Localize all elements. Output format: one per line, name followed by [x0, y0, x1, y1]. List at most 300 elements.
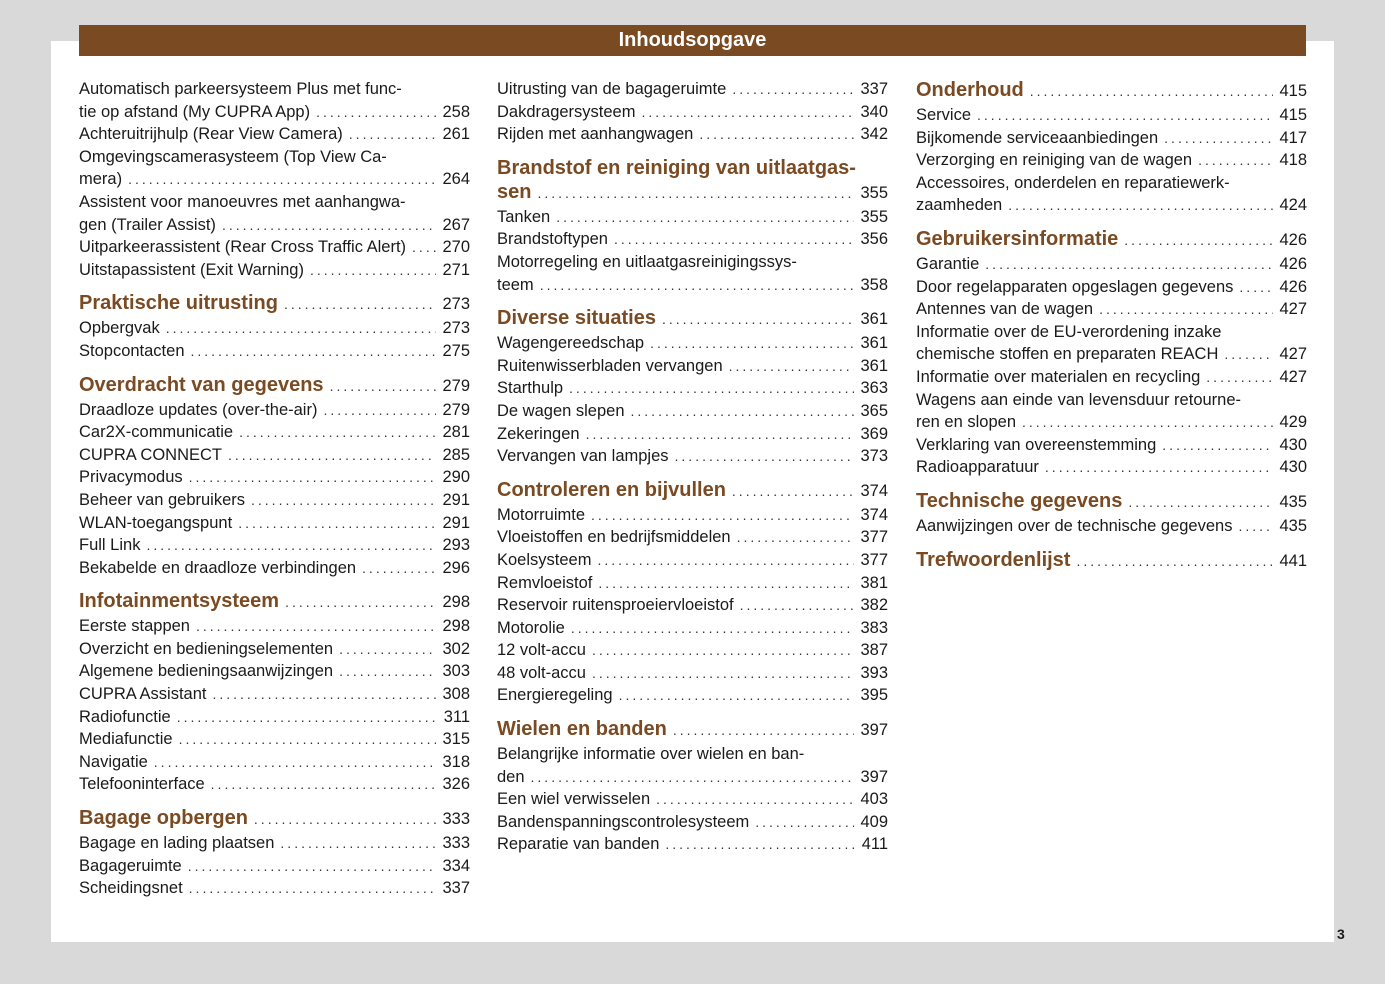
entry-page: 387 [860, 641, 888, 660]
dot-leader [196, 615, 436, 638]
toc-section-heading[interactable] [916, 548, 1307, 573]
toc-entry[interactable] [916, 298, 1307, 321]
entry-page: 298 [442, 617, 470, 636]
entry-title: Starthulp [497, 379, 564, 398]
entry-title: Verklaring van overeenstemming [916, 435, 1157, 454]
dot-leader [1030, 79, 1273, 103]
toc-entry[interactable] [79, 751, 470, 774]
entry-page: 279 [442, 376, 470, 395]
entry-title: Ruitenwisserbladen vervangen [497, 356, 723, 375]
toc-section-heading[interactable] [916, 489, 1307, 514]
page-title: Inhoudsopgave [79, 25, 1306, 56]
entry-title: Overdracht van gegevens [79, 373, 324, 396]
dot-leader [228, 444, 436, 467]
toc-entry[interactable] [916, 434, 1307, 457]
entry-title: Algemene bedieningsaanwijzingen [79, 662, 334, 681]
dot-leader [323, 399, 436, 422]
entry-page: 361 [860, 310, 888, 329]
entry-page: 308 [442, 685, 470, 704]
dot-leader [556, 206, 854, 229]
dot-leader [211, 773, 436, 796]
entry-title: mera) [79, 170, 123, 189]
entry-title: Overzicht en bedieningselementen [79, 639, 334, 658]
dot-leader [362, 557, 436, 580]
entry-title: tie op afstand (My CUPRA App) [79, 102, 311, 121]
entry-text-line: Informatie over de EU-verordening inzake [916, 322, 1222, 341]
dot-leader [179, 728, 436, 751]
toc-entry[interactable] [497, 572, 888, 595]
entry-page: 333 [442, 834, 470, 853]
entry-title: Bagage opbergen [79, 807, 248, 830]
dot-leader [166, 317, 436, 340]
entry-page: 271 [442, 260, 470, 279]
toc-entry[interactable] [79, 146, 470, 191]
dot-leader [1099, 298, 1273, 321]
dot-leader [569, 377, 854, 400]
toc-entry[interactable] [916, 456, 1307, 479]
dot-leader [598, 572, 854, 595]
toc-section-heading[interactable] [916, 78, 1307, 103]
toc-entry[interactable] [497, 617, 888, 640]
toc-entry[interactable] [79, 421, 470, 444]
toc-column-2 [497, 78, 888, 856]
entry-page: 273 [442, 319, 470, 338]
entry-title: Reparatie van banden [497, 835, 660, 854]
entry-title: Garantie [916, 254, 980, 273]
entry-title: teem [497, 275, 534, 294]
dot-leader [571, 617, 854, 640]
toc-entry[interactable] [497, 445, 888, 468]
entry-title: Eerste stappen [79, 617, 190, 636]
entry-title: Verzorging en reiniging van de wagen [916, 151, 1193, 170]
dot-leader [188, 855, 436, 878]
toc-entry[interactable] [497, 594, 888, 617]
entry-page: 374 [860, 505, 888, 524]
dot-leader [349, 123, 436, 146]
entry-title: Bagage en lading plaatsen [79, 834, 275, 853]
dot-leader [740, 594, 854, 617]
dot-leader [189, 877, 436, 900]
entry-page: 435 [1279, 516, 1307, 535]
entry-page: 377 [860, 550, 888, 569]
dot-leader [285, 590, 436, 614]
dot-leader [1076, 549, 1273, 573]
entry-page: 291 [442, 513, 470, 532]
toc-entry[interactable] [916, 149, 1307, 172]
toc-section-heading[interactable] [79, 806, 470, 831]
toc-entry[interactable] [497, 78, 888, 101]
toc-section-heading[interactable] [79, 291, 470, 316]
toc-entry[interactable] [79, 444, 470, 467]
entry-page: 411 [861, 835, 888, 854]
toc-entry[interactable] [916, 276, 1307, 299]
dot-leader [737, 526, 854, 549]
entry-title: Zekeringen [497, 424, 580, 443]
entry-title: WLAN-toegangspunt [79, 513, 233, 532]
entry-text-line: Motorregeling en uitlaatgasreinigingssys- [497, 252, 797, 271]
dot-leader [412, 236, 436, 259]
toc-entry[interactable] [497, 123, 888, 146]
toc-section-heading[interactable] [916, 227, 1307, 252]
entry-title: 12 volt-accu [497, 641, 586, 660]
entry-title: Bagageruimte [79, 856, 182, 875]
entry-page: 302 [442, 639, 470, 658]
entry-title: Informatie over materialen en recycling [916, 367, 1201, 386]
toc-entry[interactable] [79, 259, 470, 282]
toc-entry[interactable] [497, 549, 888, 572]
entry-title: Koelsysteem [497, 550, 592, 569]
toc-entry[interactable] [79, 855, 470, 878]
entry-title: Uitrusting van de bagageruimte [497, 80, 727, 98]
toc-entry[interactable] [916, 172, 1307, 217]
toc-entry[interactable] [497, 332, 888, 355]
dot-leader [189, 466, 436, 489]
entry-page: 426 [1279, 230, 1307, 249]
entry-page: 342 [860, 125, 888, 144]
entry-title: Controleren en bijvullen [497, 478, 726, 501]
entry-page: 261 [442, 125, 470, 144]
entry-page: 290 [442, 468, 470, 487]
entry-title: chemische stoffen en preparaten REACH [916, 345, 1219, 364]
entry-title: Een wiel verwisselen [497, 790, 651, 809]
entry-title: Motorruimte [497, 505, 586, 524]
entry-page: 426 [1279, 254, 1307, 273]
entry-page: 337 [442, 879, 470, 898]
dot-leader [614, 228, 854, 251]
entry-page: 315 [442, 730, 470, 749]
toc-entry[interactable] [497, 228, 888, 251]
toc-entry[interactable] [79, 512, 470, 535]
toc-entry[interactable] [79, 615, 470, 638]
toc-entry[interactable] [497, 662, 888, 685]
entry-title: Uitstapassistent (Exit Warning) [79, 260, 304, 279]
entry-page: 355 [860, 183, 888, 202]
dot-leader [238, 512, 436, 535]
entry-title: Radioapparatuur [916, 458, 1039, 477]
dot-leader [641, 101, 854, 124]
entry-text-line: Automatisch parkeersysteem Plus met func- [79, 80, 402, 98]
toc-section-heading[interactable] [79, 589, 470, 614]
toc-entry[interactable] [79, 123, 470, 146]
dot-leader [1022, 411, 1273, 434]
entry-page: 258 [442, 102, 470, 121]
toc-entry[interactable] [497, 684, 888, 707]
dot-leader [254, 807, 436, 831]
dot-leader [656, 788, 854, 811]
toc-entry[interactable] [497, 251, 888, 296]
toc-entry[interactable] [916, 253, 1307, 276]
entry-title: Full Link [79, 536, 141, 555]
entry-page: 340 [860, 102, 888, 121]
dot-leader [619, 684, 854, 707]
entry-page: 361 [860, 356, 888, 375]
entry-title: Infotainmentsysteem [79, 590, 280, 613]
entry-title: Vloeistoffen en bedrijfsmiddelen [497, 528, 731, 547]
entry-page: 430 [1279, 435, 1307, 454]
dot-leader [673, 718, 854, 742]
entry-title: Mediafunctie [79, 730, 173, 749]
entry-title: Reservoir ruitensproeiervloeistof [497, 596, 734, 615]
dot-leader [284, 292, 436, 316]
entry-text-line: Accessoires, onderdelen en reparatiewerk- [916, 173, 1230, 192]
toc-entry[interactable] [79, 683, 470, 706]
dot-leader [631, 400, 854, 423]
entry-page: 281 [442, 423, 470, 442]
entry-title: Aanwijzingen over de technische gegevens [916, 516, 1233, 535]
toc-entry[interactable] [79, 317, 470, 340]
entry-page: 318 [442, 752, 470, 771]
dot-leader [280, 832, 436, 855]
entry-page: 275 [442, 341, 470, 360]
entry-page: 418 [1279, 151, 1307, 170]
toc-entry[interactable] [916, 366, 1307, 389]
entry-page: 291 [442, 490, 470, 509]
toc-section-heading[interactable] [497, 306, 888, 331]
entry-page: 296 [442, 558, 470, 577]
dot-leader [1198, 149, 1273, 172]
toc-entry[interactable] [497, 639, 888, 662]
entry-title: Bijkomende serviceaanbiedingen [916, 128, 1159, 147]
toc-entry[interactable] [79, 638, 470, 661]
entry-page: 377 [860, 528, 888, 547]
entry-text-line: Brandstof en reiniging van uitlaatgas- [497, 156, 856, 179]
dot-leader [977, 104, 1273, 127]
entry-page: 264 [442, 170, 470, 189]
entry-text-line: Assistent voor manoeuvres met aanhangwa- [79, 192, 406, 211]
dot-leader [251, 489, 436, 512]
dot-leader [537, 181, 854, 205]
toc-entry[interactable] [497, 504, 888, 527]
dot-leader [586, 423, 854, 446]
entry-title: De wagen slepen [497, 401, 625, 420]
dot-leader [239, 421, 436, 444]
toc-entry[interactable] [497, 743, 888, 788]
toc-entry[interactable] [916, 321, 1307, 366]
dot-leader [662, 307, 854, 331]
entry-title: Gebruikersinformatie [916, 227, 1119, 250]
entry-page: 365 [860, 401, 888, 420]
toc-section-heading[interactable] [497, 717, 888, 742]
entry-text-line: Wagens aan einde van levensduur retourne- [916, 390, 1242, 409]
entry-page: 383 [860, 618, 888, 637]
dot-leader [675, 445, 854, 468]
entry-title: zaamheden [916, 196, 1003, 215]
entry-title: Draadloze updates (over-the-air) [79, 400, 318, 419]
entry-title: Beheer van gebruikers [79, 490, 246, 509]
toc-entry[interactable] [79, 489, 470, 512]
entry-title: Car2X-communicatie [79, 423, 234, 442]
entry-page: 429 [1279, 413, 1307, 432]
entry-title: Dakdragersysteem [497, 102, 636, 121]
entry-page: 393 [860, 663, 888, 682]
entry-title: Service [916, 106, 972, 124]
entry-title: Vervangen van lampjes [497, 447, 669, 466]
toc-entry[interactable] [916, 515, 1307, 538]
dot-leader [1124, 228, 1273, 252]
entry-page: 311 [443, 707, 470, 726]
dot-leader [212, 683, 436, 706]
entry-title: CUPRA CONNECT [79, 445, 223, 464]
entry-page: 426 [1279, 277, 1307, 296]
entry-page: 427 [1279, 345, 1307, 364]
entry-title: Energieregeling [497, 686, 613, 705]
dot-leader [146, 534, 436, 557]
toc-entry[interactable] [79, 78, 470, 123]
entry-title: Door regelapparaten opgeslagen gegevens [916, 277, 1234, 296]
dot-leader [592, 639, 854, 662]
entry-page: 415 [1279, 106, 1307, 124]
toc-entry[interactable] [497, 101, 888, 124]
entry-title: Motorolie [497, 618, 565, 637]
entry-page: 285 [442, 445, 470, 464]
dot-leader [985, 253, 1273, 276]
dot-leader [222, 214, 436, 237]
entry-title: Brandstoftypen [497, 230, 608, 249]
toc-entry[interactable] [916, 389, 1307, 434]
toc-entry[interactable] [79, 340, 470, 363]
toc-entry[interactable] [79, 706, 470, 729]
dot-leader [540, 274, 854, 297]
toc-entry[interactable] [916, 127, 1307, 150]
dot-leader [531, 766, 854, 789]
entry-page: 273 [442, 295, 470, 314]
entry-title: Radiofunctie [79, 707, 171, 726]
entry-page: 326 [442, 775, 470, 794]
toc-entry[interactable] [79, 773, 470, 796]
entry-title: Trefwoordenlijst [916, 548, 1071, 571]
entry-page: 334 [442, 856, 470, 875]
entry-title: Uitparkeerassistent (Rear Cross Traffic Alert) [79, 238, 407, 257]
entry-page: 270 [442, 238, 470, 257]
toc-entry[interactable] [79, 466, 470, 489]
dot-leader [1128, 490, 1273, 514]
entry-page: 267 [442, 215, 470, 234]
toc-entry[interactable] [79, 191, 470, 236]
entry-page: 298 [442, 593, 470, 612]
entry-title: Scheidingsnet [79, 879, 183, 898]
entry-page: 381 [860, 573, 888, 592]
toc-entry[interactable] [497, 811, 888, 834]
entry-title: den [497, 767, 525, 786]
toc-entry[interactable] [79, 399, 470, 422]
toc-entry[interactable] [497, 833, 888, 856]
toc-entry[interactable] [79, 877, 470, 900]
entry-page: 397 [860, 767, 888, 786]
toc-entry[interactable] [79, 832, 470, 855]
toc-entry[interactable] [497, 355, 888, 378]
dot-leader [310, 259, 436, 282]
dot-leader [1164, 127, 1273, 150]
page-number: 3 [1337, 926, 1345, 942]
entry-title: Navigatie [79, 752, 148, 771]
toc-section-heading[interactable] [497, 156, 888, 205]
dot-leader [729, 355, 854, 378]
toc-entry[interactable] [79, 236, 470, 259]
dot-leader [755, 811, 854, 834]
entry-title: Bekabelde en draadloze verbindingen [79, 558, 357, 577]
entry-title: Onderhoud [916, 79, 1024, 101]
toc-entry[interactable] [79, 728, 470, 751]
toc-entry[interactable] [497, 206, 888, 229]
toc-entry[interactable] [497, 423, 888, 446]
entry-page: 279 [442, 400, 470, 419]
entry-page: 303 [442, 662, 470, 681]
toc-section-heading[interactable] [497, 478, 888, 503]
entry-page: 415 [1279, 82, 1307, 100]
dot-leader [191, 340, 437, 363]
entry-title: Tanken [497, 207, 551, 226]
dot-leader [1008, 194, 1273, 217]
entry-page: 293 [442, 536, 470, 555]
entry-title: Telefooninterface [79, 775, 205, 794]
entry-title: Wagengereedschap [497, 334, 645, 353]
dot-leader [177, 706, 436, 729]
entry-title: Bandenspanningscontrolesysteem [497, 812, 750, 831]
toc-entry[interactable] [497, 788, 888, 811]
toc-entry[interactable] [497, 377, 888, 400]
entry-title: Praktische uitrusting [79, 292, 278, 315]
dot-leader [1238, 515, 1273, 538]
dot-leader [597, 549, 854, 572]
dot-leader [1045, 456, 1273, 479]
dot-leader [732, 78, 854, 101]
entry-page: 374 [860, 481, 888, 500]
dot-leader [128, 168, 436, 191]
entry-page: 356 [860, 230, 888, 249]
entry-page: 333 [442, 810, 470, 829]
toc-entry[interactable] [497, 400, 888, 423]
dot-leader [650, 332, 854, 355]
dot-leader [665, 833, 854, 856]
dot-leader [699, 123, 854, 146]
toc-column-3 [916, 78, 1307, 574]
entry-page: 395 [860, 686, 888, 705]
entry-title: gen (Trailer Assist) [79, 215, 216, 234]
entry-title: Opbergvak [79, 319, 160, 338]
toc-entry[interactable] [79, 557, 470, 580]
entry-page: 409 [860, 812, 888, 831]
dot-leader [154, 751, 436, 774]
entry-page: 417 [1279, 128, 1307, 147]
entry-title: Achteruitrijhulp (Rear View Camera) [79, 125, 343, 144]
toc-entry[interactable] [79, 660, 470, 683]
dot-leader [1162, 434, 1273, 457]
entry-page: 382 [860, 596, 888, 615]
entry-page: 337 [860, 80, 888, 98]
toc-section-heading[interactable] [79, 373, 470, 398]
entry-page: 435 [1279, 492, 1307, 511]
toc-entry[interactable] [497, 526, 888, 549]
dot-leader [732, 479, 854, 503]
entry-page: 373 [860, 447, 888, 466]
dot-leader [1224, 343, 1273, 366]
entry-page: 427 [1279, 300, 1307, 319]
entry-title: ren en slopen [916, 413, 1016, 432]
toc-entry[interactable] [916, 104, 1307, 127]
entry-page: 403 [860, 790, 888, 809]
toc-column-1 [79, 78, 470, 900]
dot-leader [339, 660, 436, 683]
entry-text-line: Omgevingscamerasysteem (Top View Ca- [79, 147, 387, 166]
entry-title: Rijden met aanhangwagen [497, 125, 694, 144]
entry-title: 48 volt-accu [497, 663, 586, 682]
toc-entry[interactable] [79, 534, 470, 557]
dot-leader [591, 504, 854, 527]
entry-title: Wielen en banden [497, 718, 667, 741]
dot-leader [1239, 276, 1273, 299]
entry-text-line: Belangrijke informatie over wielen en ban- [497, 745, 805, 764]
dot-leader [330, 374, 436, 398]
